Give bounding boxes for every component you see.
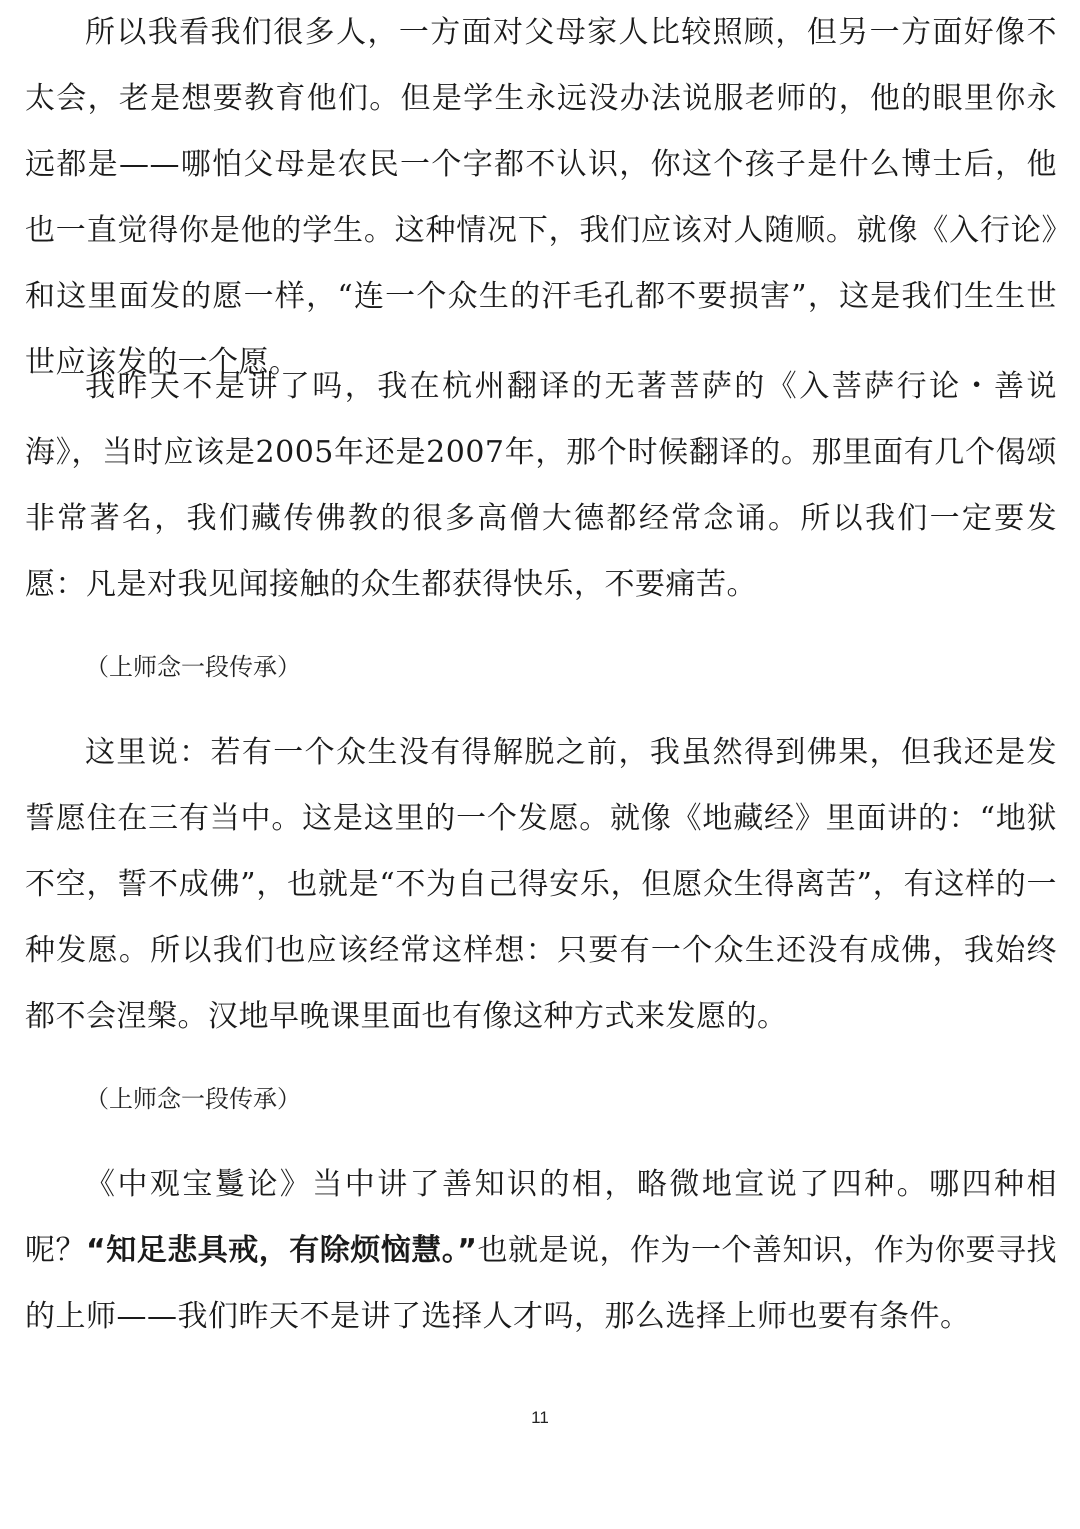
paragraph-4-intro: 《中观宝鬘论》当中讲了善知识的相，略微地宣说了四种。哪四种相呢？ bbox=[25, 1167, 1057, 1268]
page-number: 11 bbox=[531, 1408, 549, 1427]
paragraph-4-rest: 也就是说，作为一个善知识，作为你要寻找的上师——我们昨天不是讲了选择人才吗，那么选择上师也要有条件。 bbox=[25, 1233, 1058, 1334]
transmission-note-1: （上师念一段传承） bbox=[85, 653, 301, 681]
verse-quote: “知足悲具戒，有除烦恼慧。” bbox=[86, 1233, 478, 1268]
transmission-note-2: （上师念一段传承） bbox=[85, 1085, 301, 1113]
paragraph-4 bbox=[25, 1152, 1057, 1350]
paragraph-2: 我昨天不是讲了吗，我在杭州翻译的无著菩萨的《入菩萨行论・善说海》，当时应该是2005年还是2007年，那个时候翻译的。那里面有几个偈颂非常著名，我们藏传佛教的很多高僧大德都经常念诵。所以我们一定要发愿：凡是对我见闻接触的众生都获得快乐，不要痛苦。 bbox=[25, 369, 1057, 602]
paragraph-3: 这里说：若有一个众生没有得解脱之前，我虽然得到佛果，但我还是发誓愿住在三有当中。这是这里的一个发愿。就像《地藏经》里面讲的：“地狱不空，誓不成佛”，也就是“不为自己得安乐，但愿众生得离苦”，有这样的一种发愿。所以我们也应该经常这样想：只要有一个众生还没有成佛，我始终都不会涅槃。汉地早晚课里面也有像这种方式来发愿的。 bbox=[25, 735, 1057, 1034]
paragraph-1: 所以我看我们很多人，一方面对父母家人比较照顾，但另一方面好像不太会，老是想要教育他们。但是学生永远没办法说服老师的，他的眼里你永远都是——哪怕父母是农民一个字都不认识，你这个孩子是什么博士后，他也一直觉得你是他的学生。这种情况下，我们应该对人随顺。就像《入行论》和这里面发的愿一样，“连一个众生的汗毛孔都不要损害”，这是我们生生世世应该发的一个愿。 bbox=[25, 15, 1057, 380]
